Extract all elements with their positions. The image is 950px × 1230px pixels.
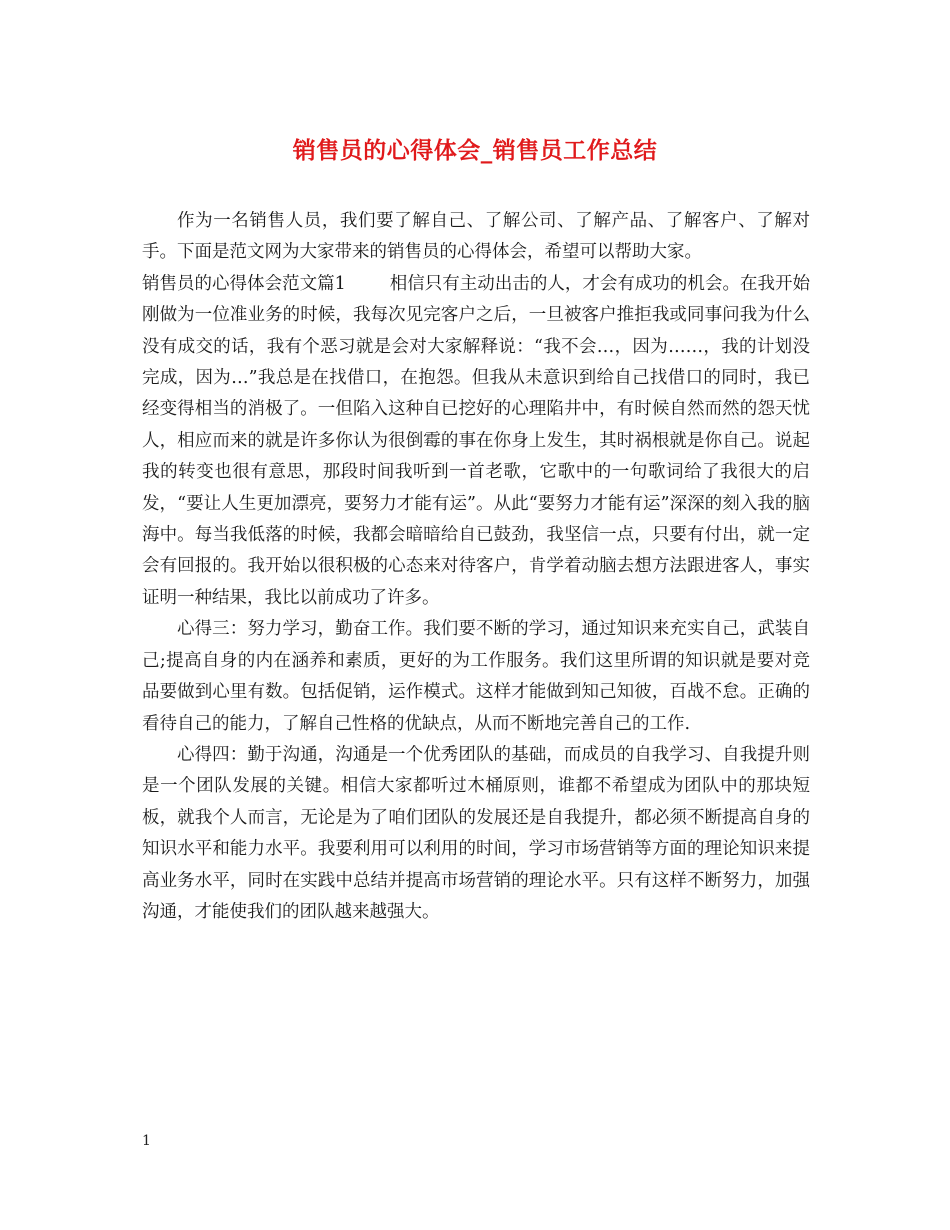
document-body [142, 206, 810, 928]
paragraph-4: 心得四：勤于沟通，沟通是一个优秀团队的基础，而成员的自我学习、自我提升则是一个团队发展的关键。相信大家都听过木桶原则，谁都不希望成为团队中的那块短板，就我个人而言，无论是为了咱们团队的发展还是自我提升，都必须不断提高自身的知识水平和能力水平。我要利用可以利用的时间，学习市场营销等方面的理论知识来提高业务水平，同时在实践中总结并提高市场营销的理论水平。只有这样不断努力，加强沟通，才能使我们的团队越来越强大。 [142, 744, 810, 922]
intro-paragraph: 作为一名销售人员，我们要了解自己、了解公司、了解产品、了解客户、了解对手。下面是范文网为大家带来的销售员的心得体会，希望可以帮助大家。 [142, 211, 810, 263]
section1-paragraph [142, 269, 810, 614]
section1-text: 相信只有主动出击的人，才会有成功的机会。在我开始刚做为一位准业务的时候，我每次见完客户之后，一旦被客户推拒我或同事问我为什么没有成交的话，我有个恶习就是会对大家解释说：“我不会…，因为……，我的计划没完成，因为…”我总是在找借口，在抱怨。但我从未意识到给自己找借口的同时，我已经变得相当的消极了。一但陷入这种自已挖好的心理陷井中，有时候自然而然的怨天忧人，相应而来的就是许多你认为很倒霉的事在你身上发生，其时祸根就是你自己。说起我的转变也很有意思，那段时间我听到一首老歌，它歌中的一句歌词给了我很大的启发，“要让人生更加漂亮，要努力才能有运”。从此“要努力才能有运”深深的刻入我的脑海中。每当我低落的时候，我都会暗暗给自已鼓劲，我坚信一点，只要有付出，就一定会有回报的。我开始以很积极的心态来对待客户，肯学着动脑去想方法跟进客人，事实证明一种结果，我比以前成功了许多。 [142, 273, 810, 608]
paragraph-3: 心得三：努力学习，勤奋工作。我们要不断的学习，通过知识来充实自己，武装自己;提高自身的内在涵养和素质，更好的为工作服务。我们这里所谓的知识就是要对竞品要做到心里有数。包括促销，运作模式。这样才能做到知己知彼，百战不怠。正确的看待自己的能力，了解自己性格的优缺点，从而不断地完善自己的工作. [142, 619, 810, 734]
page-number: 1 [142, 1133, 151, 1149]
document-title: 销售员的心得体会_销售员工作总结 [292, 137, 658, 164]
section1-heading: 销售员的心得体会范文篇1 [142, 273, 346, 294]
